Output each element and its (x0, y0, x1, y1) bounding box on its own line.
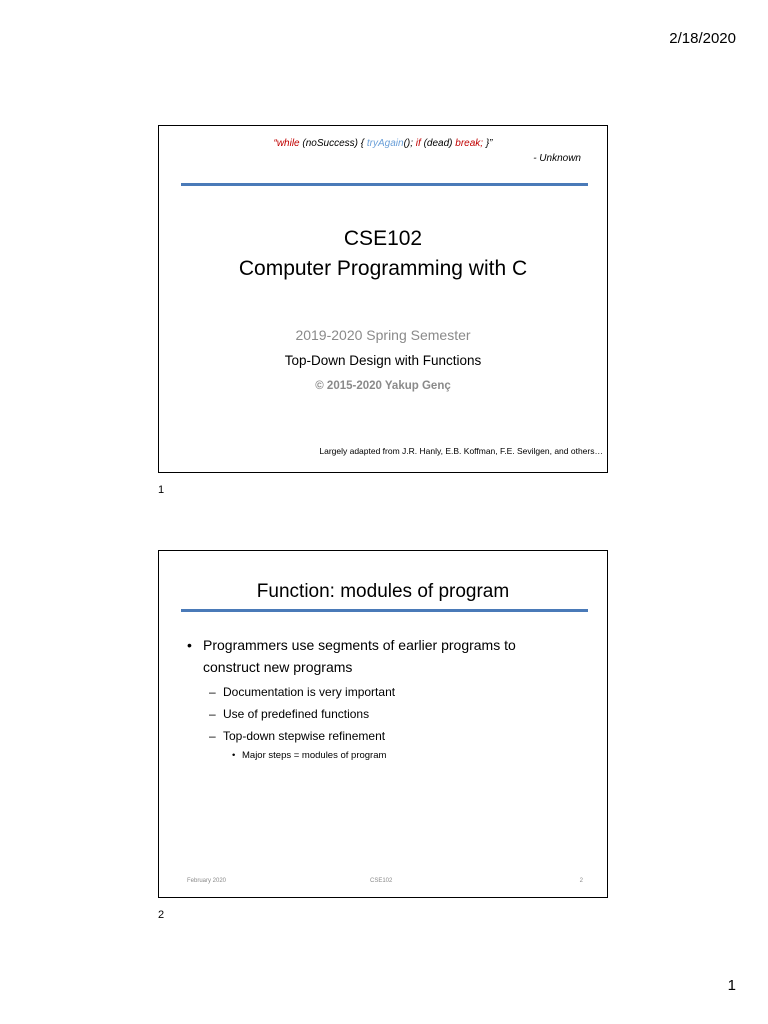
course-name: Computer Programming with C (238, 257, 528, 280)
slide-2 (158, 550, 608, 898)
footer-course: CSE102 (370, 878, 393, 884)
quote-tryagain: tryAgain (366, 138, 404, 149)
sub-bullet-item: – Documentation is very important (209, 684, 587, 700)
title-divider (181, 183, 588, 186)
quote-open: “ (273, 138, 277, 149)
sub-sub-bullet-item: • Major steps = modules of program (232, 749, 587, 763)
page-number: 1 (727, 977, 736, 994)
bullet-text-line2: construct new programs (203, 659, 353, 675)
bullet-text-line1: Programmers use segments of earlier programs to (203, 637, 516, 653)
quote-author: - Unknown (533, 153, 581, 164)
lecture-topic: Top-Down Design with Functions (284, 353, 482, 368)
quote-call: (); (403, 138, 416, 149)
slide-number: 2 (158, 909, 165, 921)
title-divider (181, 609, 588, 612)
sub-bullet-item: – Top-down stepwise refinement (209, 728, 587, 744)
copyright: © 2015-2020 Yakup Genç (315, 380, 451, 392)
course-title (159, 224, 607, 284)
bullet-item (187, 634, 587, 678)
footer-date: February 2020 (187, 878, 227, 884)
quote-condition: (noSuccess) { (299, 138, 367, 149)
quote-while: while (276, 138, 300, 149)
quote-close: }” (483, 138, 493, 149)
quote-dead: (dead) (420, 138, 456, 149)
slide-number: 1 (158, 484, 165, 496)
slide-1 (158, 125, 608, 473)
semester: 2019-2020 Spring Semester (295, 327, 471, 343)
footer-slide-number: 2 (579, 878, 583, 884)
slide-quote (159, 138, 607, 149)
attribution: Largely adapted from J.R. Hanly, E.B. Koffman, F.E. Sevilgen, and others… (319, 446, 603, 456)
quote-if: if (415, 138, 421, 149)
course-code: CSE102 (343, 227, 423, 250)
slide-title: Function: modules of program (256, 581, 510, 602)
quote-break: break; (455, 138, 484, 149)
page-date: 2/18/2020 (669, 30, 736, 47)
sub-bullet-item: – Use of predefined functions (209, 706, 587, 722)
bullet-list (187, 634, 587, 763)
